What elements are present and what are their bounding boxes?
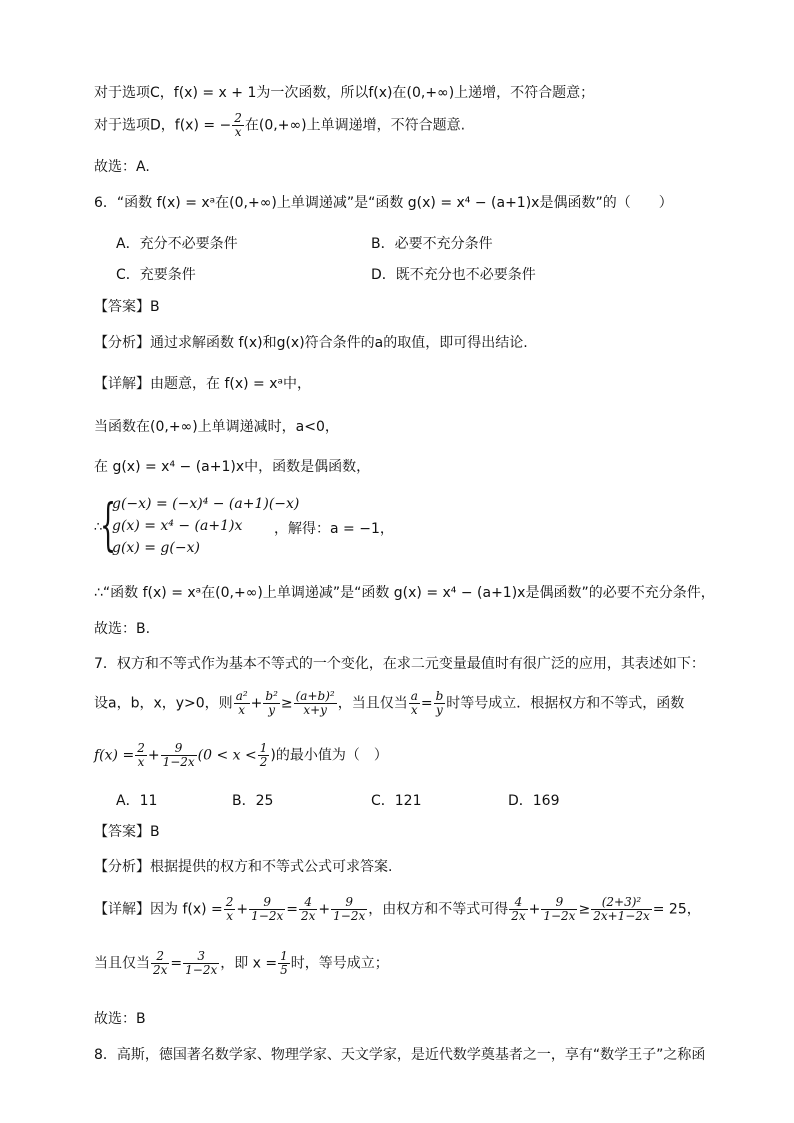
detail-7: 【详解】因为 f(x) = $\frac{2}{x}$ + $\frac{9}{1-2x}$ = $\frac{4}{2x}$ + $\frac{9}{1-2x}$ ，由权方和不等式可得 $\frac{4}{2x}$ + $\frac{9}{1-2x}$ ≥ $\frac{\text{(2+3)²}}{2x+1-2x}$ = 25，: [94, 895, 701, 923]
left-brace: {: [100, 493, 117, 558]
detail-6: 【详解】由题意，在 f(x) = xᵃ中，: [94, 376, 311, 392]
even-condition: 在 g(x) = x⁴ − (a+1)x中，函数是偶函数，: [94, 459, 371, 475]
fraction-2-over-x: $\frac{2}{x}$: [234, 111, 242, 139]
system-row-1: g(−x) = (−x)⁴ − (a+1)(−x): [112, 496, 300, 512]
option-d-prefix: 对于选项D，f(x) = −: [94, 117, 232, 134]
equality-condition-7: 当且仅当 $\frac{2}{2x}$ = $\frac{3}{1-2x}$ ，即 x = $\frac{1}{5}$ 时，等号成立；: [94, 949, 389, 977]
system-solution: ，解得：a = −1，: [274, 521, 394, 537]
q7-option-c: C．121: [371, 793, 422, 809]
choose-b-2: 故选：B: [94, 1011, 146, 1027]
question-7-line-2: 设a，b，x，y>0，则 $\frac{\text{a²}}{x}$ + $\frac{\text{b²}}{y}$ ≥ $\frac{\text{(a+b)²}}{x+y}$ ，当且仅当 $\frac{a}{x}$ = $\frac{b}{y}$ 时等号成立．根据权方和不等式，函数: [94, 689, 685, 717]
option-d-line: [94, 112, 465, 139]
conclusion-6: ∴“函数 f(x) = xᵃ在(0,+∞)上单调递减”是“函数 g(x) = x⁴ − (a+1)x是偶函数”的必要不充分条件，: [94, 585, 715, 601]
choose-b-1: 故选：B.: [94, 621, 151, 637]
system-row-3: g(x) = g(−x): [112, 540, 200, 556]
q6-option-d: D．既不充分也不必要条件: [371, 267, 536, 283]
question-7: 7．权方和不等式作为基本不等式的一个变化，在求二元变量最值时有很广泛的应用，其表述如下：: [94, 656, 705, 672]
analysis-7: 【分析】根据提供的权方和不等式公式可求答案.: [94, 859, 393, 875]
option-c-line: 对于选项C，f(x) = x + 1为一次函数，所以f(x)在(0,+∞)上递增，不符合题意；: [94, 85, 595, 101]
therefore-symbol: ∴: [94, 520, 103, 535]
question-6: 6．“函数 f(x) = xᵃ在(0,+∞)上单调递减”是“函数 g(x) = x⁴ − (a+1)x是偶函数”的（ ）: [94, 195, 673, 211]
question-8: 8．高斯，德国著名数学家、物理学家、天文学家，是近代数学奠基者之一，享有“数学王子”之称函: [94, 1047, 706, 1063]
answer-7: 【答案】B: [94, 824, 160, 840]
q7-option-d: D．169: [508, 793, 560, 809]
choose-a: 故选：A.: [94, 159, 150, 175]
q6-option-b: B．必要不充分条件: [371, 236, 493, 252]
q6-option-a: A．充分不必要条件: [116, 236, 238, 252]
q7-option-a: A．11: [116, 793, 158, 809]
analysis-6: 【分析】通过求解函数 f(x)和g(x)符合条件的a的取值，即可得出结论.: [94, 335, 528, 351]
q6-option-c: C．充要条件: [116, 267, 196, 283]
option-d-suffix: 在(0,+∞)上单调递增，不符合题意.: [244, 117, 466, 134]
system-row-2: g(x) = x⁴ − (a+1)x: [112, 518, 243, 534]
decreasing-condition: 当函数在(0,+∞)上单调递减时，a<0，: [94, 419, 339, 435]
question-7-line-3: f(x) = $\frac{2}{x}$ + $\frac{9}{1-2x}$ (0 < x < $\frac{1}{2}$ )的最小值为（ ）: [94, 741, 388, 769]
q7-option-b: B．25: [232, 793, 274, 809]
answer-6: 【答案】B: [94, 299, 160, 315]
